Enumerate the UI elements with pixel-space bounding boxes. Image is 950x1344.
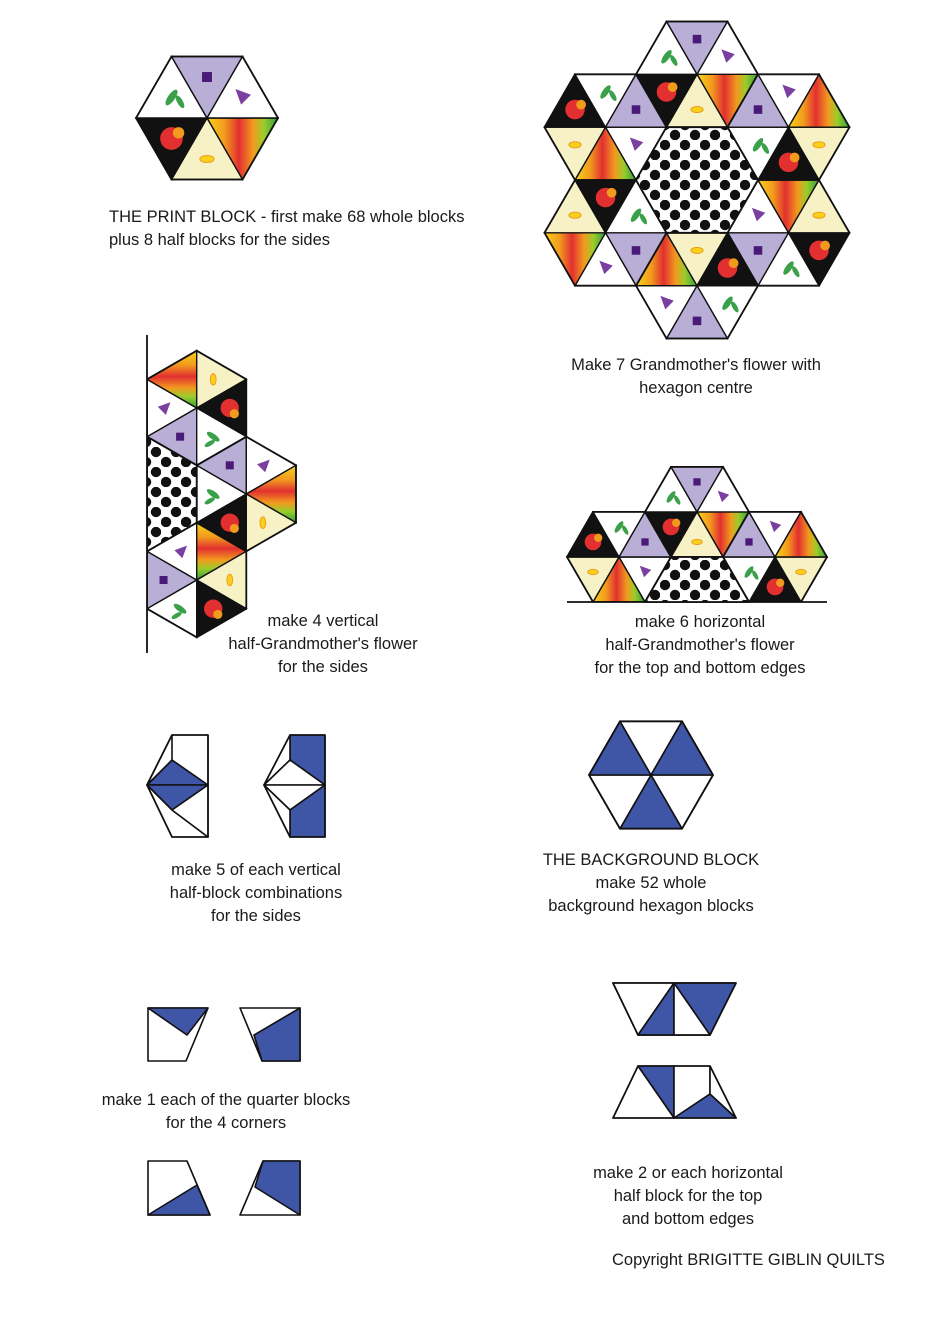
vertical-half-block-left xyxy=(147,735,208,837)
vertical-half-flower-rotated xyxy=(147,351,296,638)
flower-motif xyxy=(594,534,602,542)
quarter-block-bottom-right xyxy=(240,1161,300,1215)
square-motif xyxy=(754,105,763,114)
square-motif xyxy=(176,433,184,441)
flower-motif xyxy=(668,82,678,92)
caption-vertical-half-block: make 5 of each vertical half-block combinations for the sides xyxy=(169,861,343,925)
square-motif xyxy=(641,538,648,545)
petal-motif xyxy=(569,212,581,218)
quarter-block-top-right xyxy=(240,1008,300,1061)
horizontal-half-block-top xyxy=(613,983,736,1035)
square-motif xyxy=(693,478,700,485)
petal-motif xyxy=(691,107,703,113)
quarter-block-bottom-left xyxy=(148,1161,210,1215)
petal-motif xyxy=(813,142,825,148)
print-block-hexagon xyxy=(136,57,278,180)
edge-mask xyxy=(60,325,147,665)
petal-motif xyxy=(227,574,233,585)
petal-motif xyxy=(796,569,806,574)
petal-motif xyxy=(210,374,216,385)
flower-motif xyxy=(820,241,830,251)
background-hexagon-block xyxy=(589,721,713,828)
caption-background-block: THE BACKGROUND BLOCK make 52 whole background hexagon blocks xyxy=(542,851,760,915)
square-motif xyxy=(754,246,763,255)
flower-motif xyxy=(576,100,586,110)
petal-motif xyxy=(260,517,266,528)
petal-motif xyxy=(588,569,598,574)
horizontal-half-block-bottom xyxy=(613,1066,736,1118)
petal-motif xyxy=(813,212,825,218)
print-block xyxy=(136,57,278,180)
square-motif xyxy=(202,72,212,82)
square-motif xyxy=(160,576,168,584)
grandmothers-flower-figure xyxy=(545,22,850,339)
petal-motif xyxy=(691,247,703,253)
petal-motif xyxy=(200,155,214,162)
flower-motif xyxy=(607,188,617,198)
caption-horizontal-half-flower: make 6 horizontal half-Grandmother's flower for the top and bottom edges xyxy=(594,613,806,677)
square-motif xyxy=(745,538,752,545)
vertical-half-block-right xyxy=(264,735,325,837)
caption-quarter-blocks: make 1 each of the quarter blocks for the 4 corners xyxy=(101,1091,351,1132)
square-motif xyxy=(226,461,234,469)
flower-motif xyxy=(776,579,784,587)
caption-vertical-half-flower: make 4 vertical half-Grandmother's flower for the sides xyxy=(228,612,418,676)
flower-motif xyxy=(230,524,239,533)
quarter-block-top-left xyxy=(148,1008,208,1061)
flower-motif xyxy=(729,258,739,268)
caption-print-block: THE PRINT BLOCK - first make 68 whole blocks plus 8 half blocks for the sides xyxy=(109,208,465,249)
caption-grandmothers-flower: Make 7 Grandmother's flower with hexagon centre xyxy=(571,356,821,397)
petal-motif xyxy=(692,539,702,544)
petal-motif xyxy=(569,142,581,148)
flower-motif xyxy=(173,127,184,138)
square-motif xyxy=(693,317,702,326)
square-motif xyxy=(632,246,641,255)
square-motif xyxy=(693,35,702,44)
caption-horizontal-half-block: make 2 or each horizontal half block for the top and bottom edges xyxy=(593,1164,783,1228)
flower-motif xyxy=(790,153,800,163)
copyright-notice: Copyright BRIGITTE GIBLIN QUILTS xyxy=(612,1251,885,1269)
flower-motif xyxy=(672,519,680,527)
flower-motif xyxy=(230,409,239,418)
square-motif xyxy=(632,105,641,114)
